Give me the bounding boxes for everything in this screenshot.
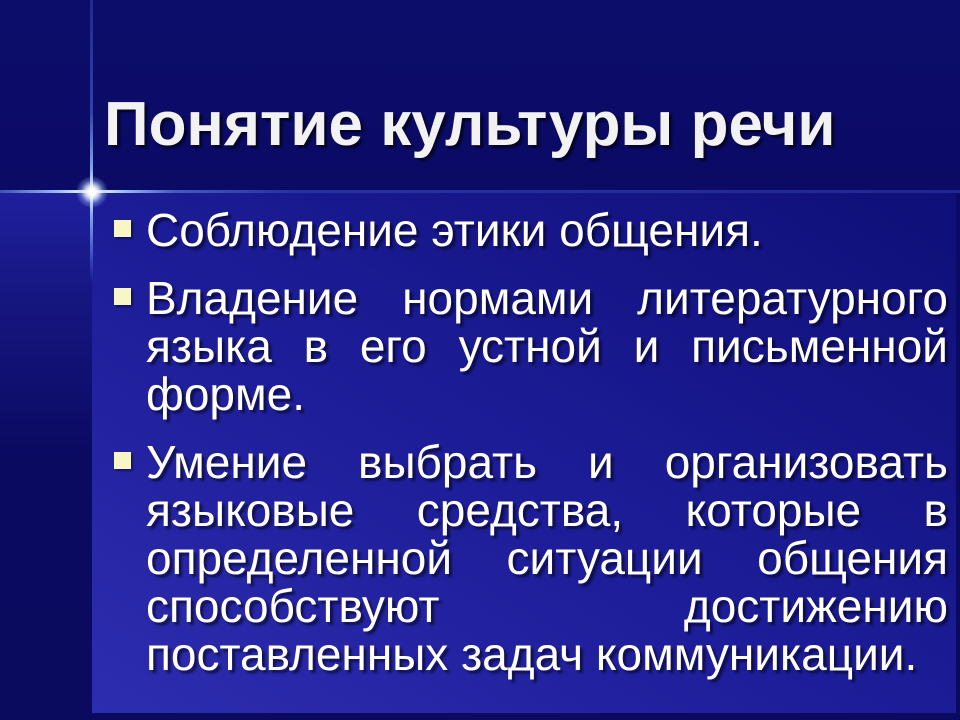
vertical-accent-line <box>90 0 93 282</box>
bullet-square-icon <box>114 452 131 469</box>
bullet-item-2 <box>92 274 948 418</box>
left-margin-glow <box>0 193 92 453</box>
slide-title: Понятие культуры речи <box>104 90 836 159</box>
bullet-text-line: языка в его устной и письменной <box>146 320 948 372</box>
bullet-text-line: языковые средства, которые в <box>146 484 948 536</box>
sparkle-icon <box>76 176 108 208</box>
content-panel <box>92 193 956 713</box>
bullet-list <box>92 193 956 678</box>
horizontal-accent-line <box>0 190 960 193</box>
bullet-text-line: поставленных задач коммуникации. <box>146 628 918 680</box>
bullet-text-line: Соблюдение этики общения. <box>146 204 763 256</box>
bullet-text-line: форме. <box>146 368 306 420</box>
bullet-text-line: способствуют достижению <box>146 580 948 632</box>
bullet-text-line: Владение нормами литературного <box>146 272 948 324</box>
bullet-square-icon <box>114 288 131 305</box>
bullet-text-line: Умение выбрать и организовать <box>146 436 948 488</box>
bullet-square-icon <box>114 220 131 237</box>
bullet-item-3 <box>92 438 948 678</box>
bullet-item-1 <box>92 206 948 254</box>
bullet-text-line: определенной ситуации общения <box>146 532 948 584</box>
